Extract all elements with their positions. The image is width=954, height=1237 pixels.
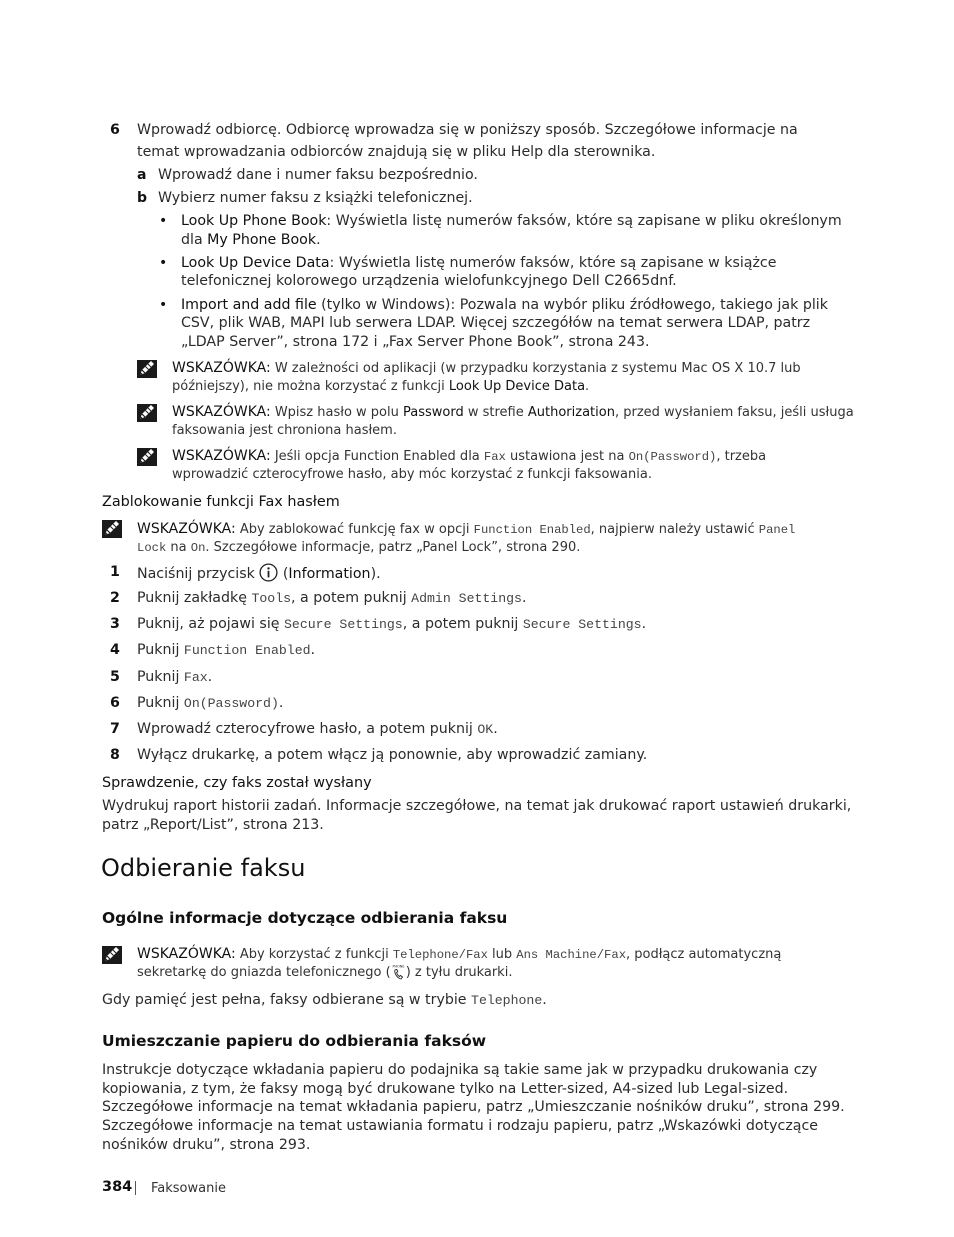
footer-section-name: Faksowanie [151, 1181, 226, 1196]
phone-jack-icon [391, 964, 406, 980]
bullet3-line3: „LDAP Server”, strona 172 i „Fax Server Phone Book”, strona 243. [181, 334, 650, 350]
note-label: WSKAZÓWKA: [172, 448, 271, 464]
page-title: Odbieranie faksu [101, 854, 306, 882]
pencil-note-icon [137, 404, 157, 422]
bullet1-line1: Look Up Phone Book: Wyświetla listę numerów faksów, które są zapisane w pliku określonym [181, 213, 842, 229]
bullet-dot: • [159, 255, 168, 271]
pencil-note-icon [137, 448, 157, 466]
note-label: WSKAZÓWKA: [137, 946, 236, 962]
step-number: 5 [110, 669, 120, 685]
term-look-up-device-data: Look Up Device Data [181, 255, 330, 271]
substep-a-text: Wprowadź dane i numer faksu bezpośrednio. [158, 167, 478, 183]
note-label: WSKAZÓWKA: [172, 360, 271, 376]
paper-text-line: kopiowania, z tym, że faksy mogą być drukowane tylko na Letter-sized, A4-sized lub Legal-sized. [102, 1081, 789, 1097]
step-number: 6 [110, 695, 120, 711]
lock-step-6: Puknij On(Password). [137, 695, 284, 711]
lock-step-7: Wprowadź czterocyfrowe hasło, a potem puknij OK. [137, 721, 498, 737]
note-label: WSKAZÓWKA: [172, 404, 271, 420]
paper-text-line: nośników druku”, strona 293. [102, 1137, 311, 1153]
lock-step-4: Puknij Function Enabled. [137, 642, 316, 658]
substep-label-b: b [137, 190, 148, 206]
bullet3-line1: Import and add file (tylko w Windows): Pozwala na wybór pliku źródłowego, takiego jak plik [181, 297, 828, 313]
section-heading: Ogólne informacje dotyczące odbierania faksu [102, 909, 508, 927]
lock-step-2: Puknij zakładkę Tools, a potem puknij Admin Settings. [137, 590, 527, 606]
substep-b-text: Wybierz numer faksu z książki telefonicznej. [158, 190, 473, 206]
note-line2: wprowadzić czterocyfrowe hasło, aby móc korzystać z funkcji faksowania. [172, 467, 652, 482]
note-line2: późniejszy), nie można korzystać z funkcji Look Up Device Data. [172, 379, 590, 394]
step-number: 8 [110, 747, 120, 763]
step-number: 3 [110, 616, 120, 632]
paper-text-line: Szczegółowe informacje na temat wkładania papieru, patrz „Umieszczanie nośników druku”, strona 299. [102, 1099, 845, 1115]
bullet1-line2: dla My Phone Book. [181, 232, 321, 248]
substep-label-a: a [137, 167, 147, 183]
term-my-phone-book: My Phone Book [207, 232, 317, 248]
note-line1: WSKAZÓWKA: Wpisz hasło w polu Password w strefie Authorization, przed wysłaniem faksu, jeśli usługa [172, 404, 854, 420]
step-number: 7 [110, 721, 120, 737]
bullet2-line2: telefonicznej kolorowego urządzenia wielofunkcyjnego Dell C2665dnf. [181, 273, 677, 289]
paper-text-line: Instrukcje dotyczące wkładania papieru do podajnika są takie same jak w przypadku drukowania czy [102, 1062, 818, 1078]
note-line1: WSKAZÓWKA: Aby zablokować funkcję fax w opcji Function Enabled, najpierw należy ustawić Panel [137, 521, 796, 537]
step-number: 4 [110, 642, 120, 658]
note-line2: sekretarkę do gniazda telefonicznego ( PHONE ) z tyłu drukarki. [137, 964, 513, 980]
section-heading: Sprawdzenie, czy faks został wysłany [102, 775, 372, 791]
step-number: 1 [110, 564, 120, 580]
check-text-line1: Wydrukuj raport historii zadań. Informacje szczegółowe, na temat jak drukować raport ustawień drukarki, [102, 798, 852, 814]
memory-full-text: Gdy pamięć jest pełna, faksy odbierane są w trybie Telephone. [102, 992, 547, 1008]
pencil-note-icon [102, 946, 122, 964]
svg-text:PHONE: PHONE [392, 964, 405, 969]
step-number: 2 [110, 590, 120, 606]
pencil-note-icon [137, 360, 157, 378]
pencil-note-icon [102, 520, 122, 538]
paper-text-line: Szczegółowe informacje na temat ustawiania formatu i rodzaju papieru, patrz „Wskazówki dotyczące [102, 1118, 818, 1134]
check-text-line2: patrz „Report/List”, strona 213. [102, 817, 324, 833]
term-import-and-add-file: Import and add file [181, 297, 317, 313]
note-line1: WSKAZÓWKA: W zależności od aplikacji (w przypadku korzystania z systemu Mac OS X 10.7 lub [172, 360, 801, 376]
bullet2-line1: Look Up Device Data: Wyświetla listę numerów faksów, które są zapisane w książce [181, 255, 777, 271]
bullet3-line2: CSV, plik WAB, MAPI lub serwera LDAP. Więcej szczegółów na temat serwera LDAP, patrz [181, 315, 811, 331]
bullet-dot: • [159, 297, 168, 313]
section-heading: Zablokowanie funkcji Fax hasłem [102, 494, 340, 510]
page-number: 384 [102, 1179, 133, 1195]
footer-divider [135, 1181, 136, 1195]
step6-text-line1: Wprowadź odbiorcę. Odbiorcę wprowadza się w poniższy sposób. Szczegółowe informacje na [137, 122, 798, 138]
lock-step-5: Puknij Fax. [137, 669, 213, 685]
step-number: 6 [110, 122, 120, 138]
lock-step-3: Puknij, aż pojawi się Secure Settings, a potem puknij Secure Settings. [137, 616, 647, 632]
lock-step-8: Wyłącz drukarkę, a potem włącz ją ponownie, aby wprowadzić zamiany. [137, 747, 648, 763]
note-line1: WSKAZÓWKA: Aby korzystać z funkcji Telephone/Fax lub Ans Machine/Fax, podłącz automatyczną [137, 946, 782, 962]
bullet-dot: • [159, 213, 168, 229]
lock-step-1: Naciśnij przycisk (Information). [137, 563, 381, 584]
info-icon [259, 563, 278, 582]
step6-text-line2: temat wprowadzania odbiorców znajdują się w pliku Help dla sterownika. [137, 144, 656, 160]
note-line1: WSKAZÓWKA: Jeśli opcja Function Enabled dla Fax ustawiona jest na On(Password), trzeba [172, 448, 767, 464]
note-label: WSKAZÓWKA: [137, 521, 236, 537]
note-line2: Lock na On. Szczegółowe informacje, patrz „Panel Lock”, strona 290. [137, 540, 581, 555]
section-heading: Umieszczanie papieru do odbierania faksów [102, 1032, 487, 1050]
term-look-up-phone-book: Look Up Phone Book [181, 213, 327, 229]
note-line2: faksowania jest chroniona hasłem. [172, 423, 397, 438]
